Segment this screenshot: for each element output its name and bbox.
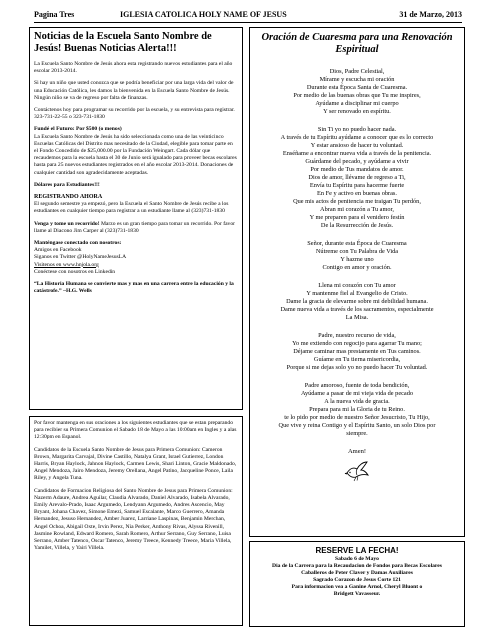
connected-heading: Manténgase conectado con nosotros: [34,240,122,247]
reserve-line-knights: Caballeros de Peter Claver y Damas Auxiliares [301,570,413,576]
prayer-line: Ayúdame a disciplinar mi cuerpo [315,100,399,107]
prayer-line: Envía tu Espíritu para hacerme fuerte [309,182,405,189]
school-news-box [29,27,243,410]
reserve-body [254,556,460,598]
dollars-heading: Dólares para Estudiantes!!! [34,181,100,188]
prayer-stanza [254,282,460,322]
website-link[interactable]: Visitenos en www.hnjola.org [34,261,99,268]
prayer-line: Guárdame del pecado, y ayúdame a vivir [305,158,409,165]
prayer-line: Yo me extiendo con regocijo para agarrar Tu mano; [292,340,422,347]
prayer-line: Nútreme con Tu Palabra de Vida [315,248,399,255]
prayer-line: Y me preparen para el venidero festín [309,214,405,221]
prayer-line: Por medio de las buenas obras que Tu me inspires, [293,92,421,99]
connected-line-linkedin: Conéctese con nosotros en Linkedin [34,268,116,275]
prayer-line: Ayúdame a pasar de mi vieja vida de pecado [300,390,414,397]
prayer-line: De la Resurrección de Jesús. [320,222,394,229]
prayer-line: Guíame en Tu tierna misericordia, [313,356,401,363]
prayer-stanza [254,332,460,372]
prayer-line: Y hazme uno [340,256,374,263]
page-header [34,10,462,22]
connected-line-twitter: Siganos en Twitter @HolyNameJesusLA [34,254,127,261]
fund-title: Fundé el Futuro: Por $500 (o menos) [34,126,122,133]
religious-formation-candidates: Candidatos de Formacion Religiosa del Santo Nombre de Jesus para Primera Comunion: Nazerm Adaure, Andrea Aguilar, Claudia Alvarado, Daniel Alvarado, Isabela Alvarado, Emily Arevalo-Prado, Isaac Argumedo, Lendyann Argumedo, Andres Ascencio, May Bryant, Johana Chavez, Simone Emezi, Samuel Escalante, Marco Guerrero, Amanda Hernandez, Jesuso Hernandez, Amber Juarez, Larriane Laspinas, Benjamin Merchan, Angel Ochoa, Abigail Oxte, Irvin Perez, Nia Perker, Anthony Rivas, Alyssa Rivenill, Jasmine Rowland, Edward Romero, Sarah Romero, Arthur Serrano, Guy Serrano, Luisa Serrano, Amber Tatenco, Oscar Tatenco, Jeremy Treece, Kennedy Treece, Maria Villela, Yamilet, Villela, y Yairi Villela. [34,487,233,552]
prayer-line: Durante esta Época Santa de Cuaresma. [306,84,408,91]
prayer-line: A la nueva vida de gracia. [324,398,390,405]
candidates-intro: Por favor mantenga en sus oraciones a los siguientes estudiantes que se estan preparando para recibier su Primera Comunion el Sabado 18 de Mayo a las 10:00am en Ingles y a alas 12:30pm en Espanol. [34,420,237,441]
news-paragraph-2: Si hay un niño que usted conozca que se podría beneficiar por una larga vida del valor de una Educación Católica, les damos la bienvenida en la Escuela Santo Nombre de Jesús. Ningún niño se va de regreso por falta de finanzas. [34,80,234,101]
header-rule [34,22,462,23]
prayer-line: te lo pido por medio de nuestro Señor Jesucristo, Tu Hijo, [284,414,430,421]
prayer-stanza [254,382,460,438]
prayer-line: Dios de amor, llévame de regreso a Ti, [308,174,406,181]
dove-icon [254,459,460,483]
fund-body: La Escuela Santo Nombre de Jesús ha sido seleccionada como una de las veinticinco Escuelas Católicas del Distrito mas necesitado de la Ciudad, elegible para tomar parte en el Fondo Concedido de $25,000.00 por la Fundación Weingart. Cada dólar que recaudemos para la escuela hasta el 30 de Junio será igualado para proveer becas escolares hasta para 25 nuevos estudiantes registrados en el año escolar 2013-2014. Donaciones de cualquier cantidad son agradecidamente aceptadas. [34,133,237,176]
reserve-line-contacts-end: Bridgett Vavasseur. [333,591,381,597]
prayer-line: En Fe y activo en buenas obras. [317,190,397,197]
lent-prayer-box [249,27,465,537]
prayer-line: Mírame y escucha mi oración [319,76,395,83]
prayer-line: Y estar ansioso de hacer tu voluntad. [310,142,404,149]
reserve-line-court: Sagrado Corazon de Jesus Corte 121 [313,577,401,583]
prayer-line: Contigo en amor y oración. [322,264,392,271]
school-news-title: Noticias de la Escuela Santo Nombre de Jesús! Buenas Noticias Alerta!!! [34,31,212,54]
church-name: IGLESIA CATOLICA HOLY NAME OF JESUS [120,10,287,19]
prayer-line: Padre amoroso, fuente de toda bendición, [304,382,410,389]
prayer-line: Dios, Padre Celestial, [329,68,385,75]
reserve-date-box [249,541,465,627]
amen: Amen! [347,448,367,455]
prayer-line: Déjame caminar mas prestamente en Tus caminos. [293,348,421,355]
prayer-line: Que mis actos de penitencia me traigan Tu perdón, [293,198,421,205]
prayer-line: La Misa. [345,314,369,321]
prayer-stanza [254,240,460,272]
reserve-line-contacts: Para informacion vea a Ganine Arnol, Cheryl Bluont o [291,584,423,590]
news-paragraph-3: Contáctenos hoy para programar su recorrido por la escuela, y su entrevista para registrar. 323-731-22-55 o 323-731-1830 [34,107,235,121]
prayer-line: Enséñame a encontrar nueva vida a través de la penitencia. [282,150,432,157]
reserve-title: RESERVE LA FECHA! [315,546,399,555]
registering-heading: REGISTRANDO AHORA [34,194,103,201]
registering-body: El segundo semestre ya empezó, pero la Escuela el Santo Nombre de Jesús recibe a los estudiantes en cualquier tiempo para registrar a un estudiante llame al (323)731-1830 [34,201,229,215]
prayer-line: Prepara para mi la Gloria de tu Reino. [309,406,405,413]
prayer-line: Que vive y reina Contigo y el Espíritu Santo, un solo Dios por [278,422,436,429]
prayer-stanzas [254,68,460,438]
prayer-line: Dame la gracia de elevarme sobre mi debilidad humana. [286,298,428,305]
page-number: Pagina Tres [34,10,75,19]
prayer-line: Dame nueva vida a través de los sacramentos, especialmente [280,306,434,313]
quote: “La Historia Humana se convierte mas y mas en una carrera entre la educación y la catástrofe.” ~H.G. Wells [34,281,234,295]
prayer-line: Abran mi corazón a Tu amor, [320,206,394,213]
prayer-line: Señor, durante esta Época de Cuaresma [307,240,407,247]
prayer-line: siempre. [346,430,368,437]
prayer-line: Por medio de Tus mandatos de amor. [310,166,404,173]
prayer-line: Y ser renovado en espíritu. [323,108,391,115]
news-paragraph-1: La Escuela Santo Nombre de Jesús ahora esta registrando nuevos estudiantes para el año escolar 2013-2014. [34,61,233,75]
reserve-line-event: Dia de la Carrera para la Recaudacion de Fondos para Becas Escolares [272,563,442,569]
communion-candidates-box [29,416,243,626]
tour-paragraph: Venga y tome un recorrido! Marzo es un gran tiempo para tomar un recorrido. Por favor llame al Diacono Jim Carper al (323)731-1830 [34,220,236,234]
prayer-stanza [254,126,460,230]
bulletin-date: 31 de Marzo, 2013 [399,10,462,19]
school-candidates: Candidatos de la Escuela Santo Nombre de Jesus para Primera Comunion: Cameron Brown, Margarita Carvajal, Divine Castillo, Natalya Grant, Israel Gutierrez, London Harris, Bryan Haylock, Jahnon Haylock, Carmen Lewis, Shari Linton, Gracie Maldonado, Angel Mendoza, Jairo Mendoza, Jeremy Orellana, Angel Patino, Jacqueline Ponce, Laila Riley, y Angela Tuna. [34,446,237,482]
prayer-line: Y mantenme fiel al Evangelio de Cristo. [306,290,408,297]
prayer-line: Porque si me dejas solo yo no puedo hacer Tu voluntad. [286,364,428,371]
connected-line-facebook: Amigos en Facebook [34,247,82,254]
reserve-line-date: Sabado 6 de Mayo [335,556,379,562]
prayer-line: Padre, nuestro recurso de vida, [318,332,396,339]
prayer-line: A través de tu Espíritu ayúdame a conocer que es lo correcto [280,134,434,141]
prayer-title: Oración de Cuaresma para una Renovación Espiritual [261,32,453,55]
prayer-stanza [254,68,460,116]
prayer-line: Sin Ti yo no puedo hacer nada. [317,126,397,133]
prayer-line: Llena mi corazón con Tu amor [318,282,396,289]
